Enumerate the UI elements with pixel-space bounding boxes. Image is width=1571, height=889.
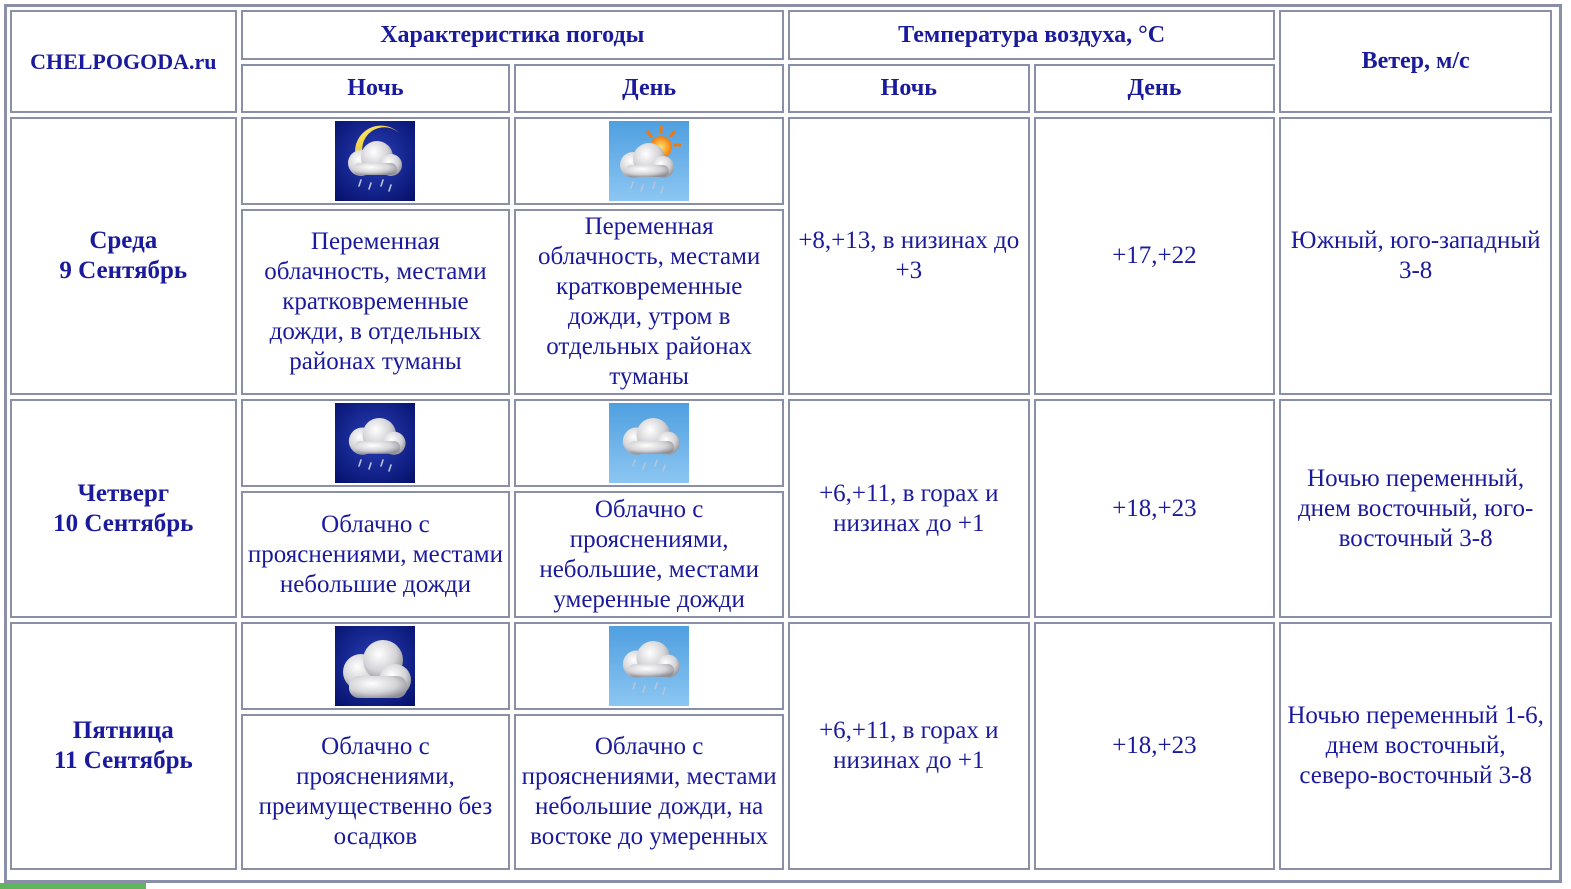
day-icon-cell bbox=[514, 622, 784, 710]
temp-night: +6,+11, в горах и низинах до +1 bbox=[788, 399, 1030, 618]
day-icon-cell bbox=[514, 399, 784, 487]
forecast-table bbox=[6, 6, 1556, 874]
weather-night-header: Ночь bbox=[241, 64, 511, 113]
weekday: Пятница bbox=[72, 717, 174, 744]
temp-day: +17,+22 bbox=[1034, 117, 1276, 395]
cloudy-day-rain-icon bbox=[609, 626, 689, 706]
temp-day: +18,+23 bbox=[1034, 399, 1276, 618]
cloudy-day-rain-icon bbox=[609, 403, 689, 483]
cloudy-night-icon bbox=[335, 626, 415, 706]
date: 10 Сентябрь bbox=[53, 509, 194, 537]
temp-night: +6,+11, в горах и низинах до +1 bbox=[788, 622, 1030, 870]
temp-day: +18,+23 bbox=[1034, 622, 1276, 870]
day-description: Облачно с прояснениями, небольшие, местами умеренные дожди bbox=[514, 491, 784, 618]
partly-cloudy-night-rain-icon bbox=[335, 121, 415, 201]
wind-value: Южный, юго-западный 3-8 bbox=[1279, 117, 1552, 395]
site-name: CHELPOGODA.ru bbox=[10, 10, 237, 113]
cloudy-night-rain-icon bbox=[335, 403, 415, 483]
night-description: Переменная облачность, местами кратковременные дожди, в отдельных районах туманы bbox=[241, 209, 511, 395]
temp-night: +8,+13, в низинах до +3 bbox=[788, 117, 1030, 395]
day-description: Облачно с прояснениями, местами небольшие дожди, на востоке до умеренных bbox=[514, 714, 784, 870]
wind-header: Ветер, м/с bbox=[1279, 10, 1552, 113]
night-icon-cell bbox=[241, 622, 511, 710]
partly-cloudy-day-rain-icon bbox=[609, 121, 689, 201]
temp-night-header: Ночь bbox=[788, 64, 1030, 113]
night-icon-cell bbox=[241, 399, 511, 487]
bottom-green-bar bbox=[0, 883, 146, 889]
night-icon-cell bbox=[241, 117, 511, 205]
weather-day-header: День bbox=[514, 64, 784, 113]
weekday: Среда bbox=[89, 227, 158, 254]
night-description: Облачно с прояснениями, местами небольшие дожди bbox=[241, 491, 511, 618]
wind-value: Ночью переменный, днем восточный, юго-восточный 3-8 bbox=[1279, 399, 1552, 618]
weekday: Четверг bbox=[77, 479, 170, 507]
weather-char-header: Характеристика погоды bbox=[241, 10, 784, 60]
day-label bbox=[10, 117, 237, 395]
day-description: Переменная облачность, местами кратковременные дожди, утром в отдельных районах туманы bbox=[514, 209, 784, 395]
temp-day-header: День bbox=[1034, 64, 1276, 113]
day-label bbox=[10, 622, 237, 870]
wind-value: Ночью переменный 1-6, днем восточный, северо-восточный 3-8 bbox=[1279, 622, 1552, 870]
date: 9 Сентябрь bbox=[59, 257, 188, 284]
day-label bbox=[10, 399, 237, 618]
air-temp-header: Температура воздуха, °С bbox=[788, 10, 1275, 60]
night-description: Облачно с прояснениями, преимущественно без осадков bbox=[241, 714, 511, 870]
date: 11 Сентябрь bbox=[53, 747, 193, 774]
day-icon-cell bbox=[514, 117, 784, 205]
